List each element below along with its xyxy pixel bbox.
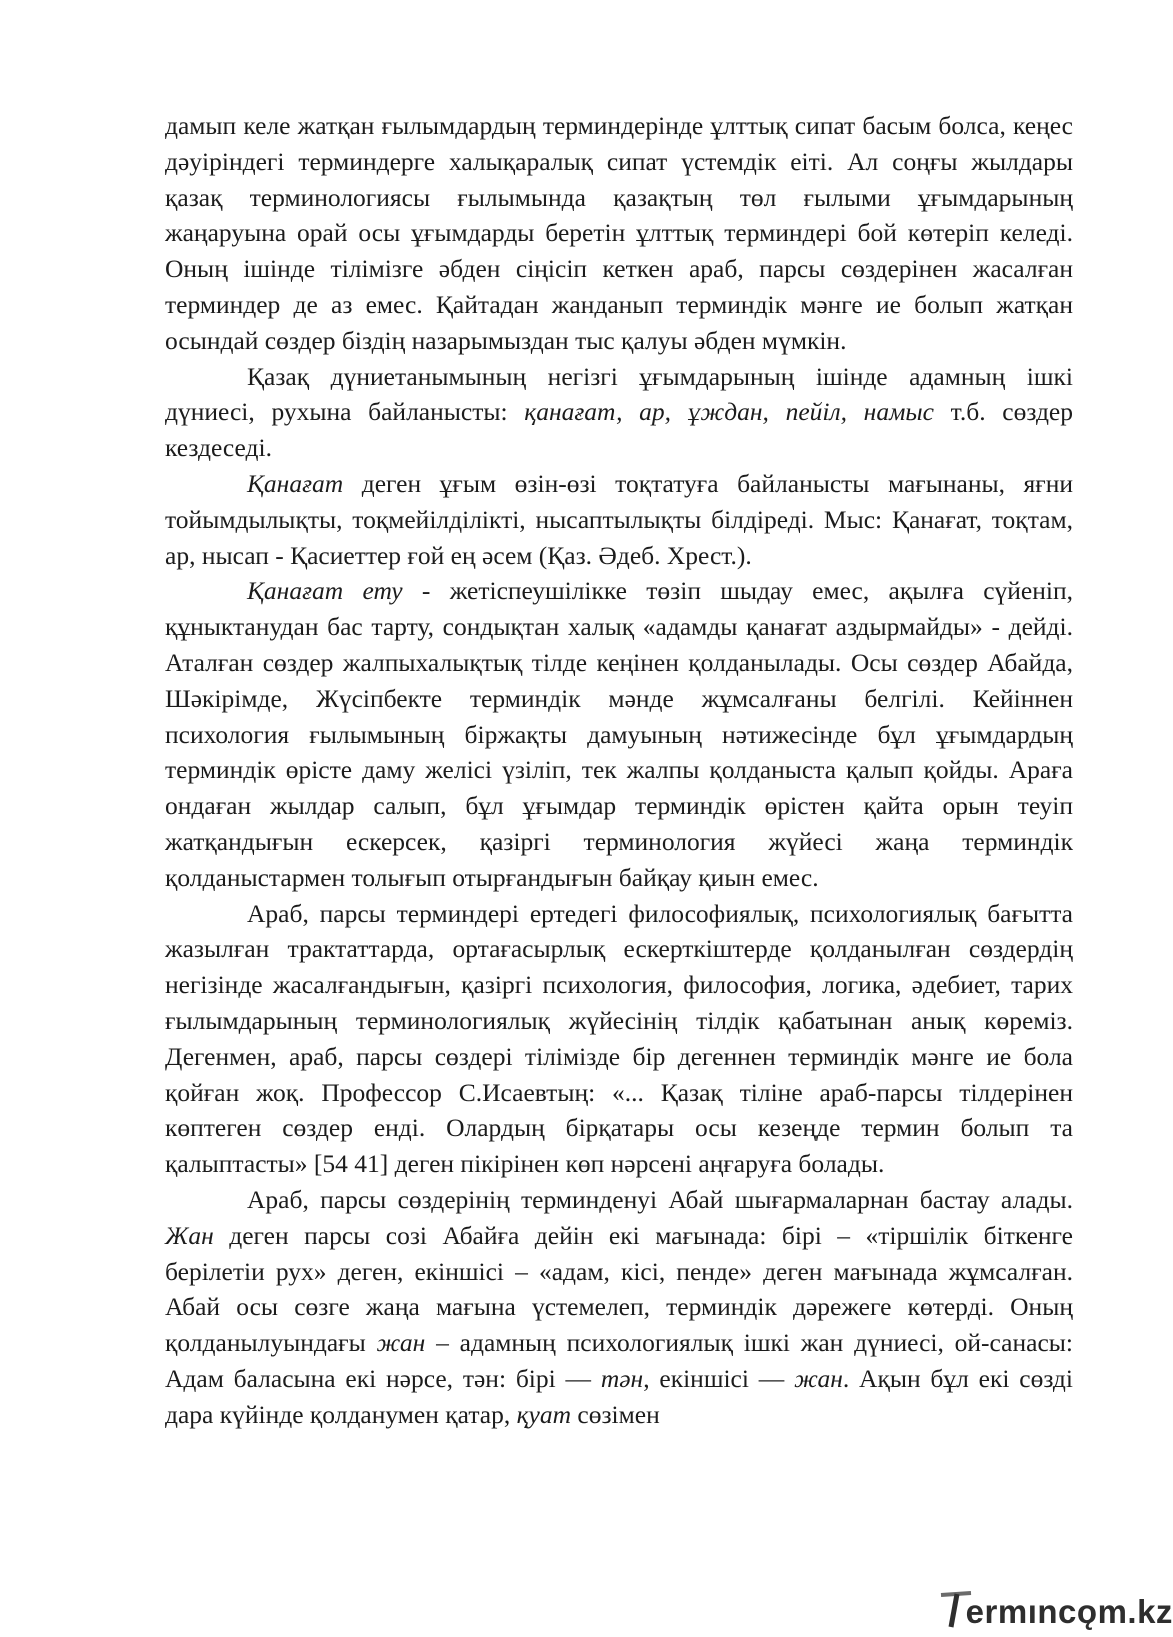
paragraph — [165, 359, 1073, 466]
text-run: . Ақын бұл екі сөзді дара күйінде қолданумен қатар, — [165, 1363, 1073, 1429]
text-run: Араб, парсы сөздерінің терминденуі Абай шығармаларнан бастау алады. — [247, 1184, 1073, 1214]
paragraph — [165, 466, 1073, 573]
paragraph — [165, 573, 1073, 895]
text-run: дамып келе жатқан ғылымдардың терминдерінде ұлттық сипат басым болса, кеңес дәуіріндегі терминдерге халықаралық сипат үстемдік еіті. Ал соңғы жылдары қазақ терминологиясы ғылымында қазақтың төл ғылыми ұғымдарының жаңаруына орай осы ұғымдарды беретін ұлттық терминдері бой көтеріп келеді. Оның ішінде тілімізге әбден сіңісіп кеткен араб, парсы сөздерінен жасалған терминдер де аз емес. Қайтадан жанданып терминдік мәнге ие болып жатқан осындай сөздер біздің назарымыздан тыс қалуы әбден мүмкін. — [165, 111, 1073, 355]
text-run: – адамның психологиялық ішкі жан дүниесі, ой-санасы: Адам баласына екі нәрсе, тән: бірі — — [165, 1328, 1073, 1393]
italic-term: жан — [376, 1328, 426, 1358]
italic-term: қанағат, ар, ұждан, пейіл, намыс — [524, 397, 934, 427]
logo-t-icon — [939, 1589, 973, 1629]
italic-term: жан — [794, 1363, 843, 1393]
text-run: - жетіспеушілікке төзіп шыдау емес, ақылға сүйеніп, құныктанудан бас тарту, сондықтан халық «адамды қанағат аздырмайды» - дейді. Аталған сөздер жалпыхалықтық тілде кеңінен қолданылады. Осы сөздер Абайда, Шәкірімде, Жүсіпбекте терминдік мәнде жұмсалғаны белгілі. Кейіннен психология ғылымының біржақты дамуының нәтижесінде бұл ұғымдардың терминдік өрісте даму желісі үзіліп, тек жалпы қолданыста қалып қойды. Араға ондаған жылдар салып, бұл ұғымдар терминдік өрістен қайта орын теуіп жатқандығын ескерсек, қазіргі терминология жүйесі жаңа терминдік қолданыстармен толығып отырғандығын байқау қиын емес. — [165, 576, 1074, 892]
text-run: Қазақ дүниетанымының негізгі ұғымдарының ішінде адамның ішкі дүниесі, рухына байланысты: — [165, 361, 1073, 427]
italic-term: Жан — [165, 1220, 214, 1250]
text-run: т.б. сөздер кездеседі. — [165, 397, 1073, 463]
text-run: деген парсы созі Абайға дейін екі мағынада: бірі – «тіршілік біткенге берілетіи рух» деген, екіншісі – «адам, кісі, пенде» деген мағынада жұмсалған. Абай осы сөзге жаңа мағына үстемелеп, терминдік дәрежеге көтерді. Оның қолданылуындағы — [165, 1220, 1073, 1358]
italic-term: Қанағат — [247, 468, 344, 498]
logo-text-mid: ermınc — [965, 1593, 1077, 1630]
italic-term: қуат — [516, 1399, 572, 1429]
logo-ring-letter: ǫ — [1076, 1593, 1098, 1630]
text-run: Араб, парсы терминдері ертедегі философиялық, психологиялық бағытта жазылған трактаттарда, ортағасырлық ескерткіштерде қолданылған сөздердің негізінде жасалғандығын, қазіргі психология, философия, логика, әдебиет, тарих ғылымдарының терминологиялық жүйесінің тілдік қабатынан анық көреміз. Дегенмен, араб, парсы сөздері тілімізде бір дегеннен терминдік мәнге ие бола қойған жоқ. Профессор С.Исаевтың: «... Қазақ тіліне араб-парсы тілдерінен көптеген сөздер енді. Олардың бірқатары осы кезеңде термин болып та қалыптасты» [54 41] деген пікірінен көп нәрсені аңғаруға болады. — [165, 898, 1073, 1179]
text-run: деген ұғым өзін-өзі тоқтатуға байланысты мағынаны, яғни тойымдылықты, тоқмейілділікті, нысаптылықты білдіреді. Мыс: Қанағат, тоқтам, ар, нысап - Қасиеттер ғой ең әсем (Қаз. Әдеб. Хрест.). — [165, 468, 1073, 570]
paragraph — [165, 108, 1073, 359]
text-run: сөзімен — [571, 1399, 660, 1429]
termincom-logo — [945, 1583, 1173, 1631]
document-body — [165, 108, 1073, 1432]
paragraph — [165, 1182, 1073, 1433]
italic-term: тән — [600, 1363, 644, 1393]
italic-term: Қанағат ету — [247, 576, 403, 606]
logo-text-tail: m.kz — [1097, 1593, 1173, 1630]
logo-t-letter — [945, 1593, 966, 1631]
paragraph — [165, 896, 1073, 1182]
text-run: , екіншісі — — [643, 1363, 795, 1393]
